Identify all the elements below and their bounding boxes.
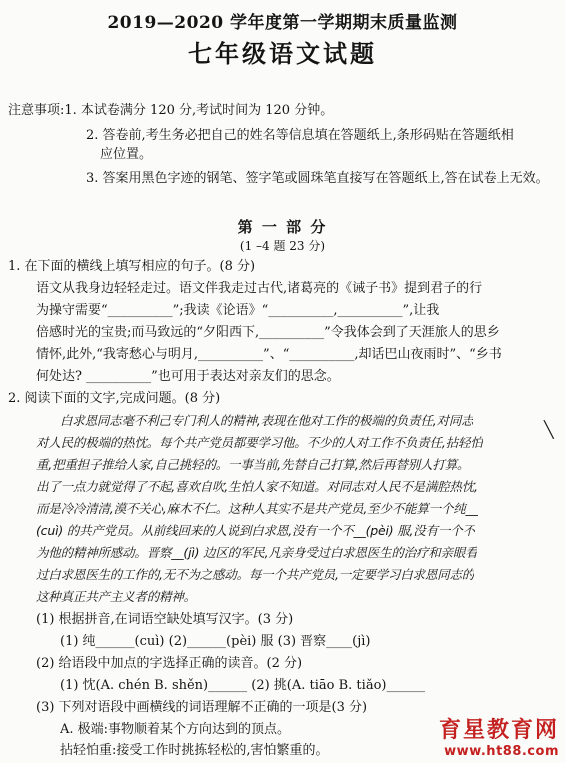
watermark-url: www.ht88.com	[444, 744, 559, 759]
passage-line: 白求恩同志毫不利己专门利人的精神,表现在他对工作的极端的负责任,对同志	[60, 413, 474, 428]
exam-title: 2019—2020 学年度第一学期期末质量监测	[107, 13, 458, 33]
part-title: 第 一 部 分	[237, 218, 328, 236]
q2-sub1: (1) 根据拼音,在词语空缺处填写汉字。(3 分)	[36, 612, 294, 627]
passage-line: 这种真正共产主义者的精神。	[36, 589, 196, 604]
passage-line: 对人民的极端的热忱。每个共产党员都要学习他。不少的人对工作不负责任,拈轻怕	[36, 435, 483, 450]
q1-line: 何处达? __________”也可用于表达对亲友们的思念。	[36, 369, 340, 384]
q2-sub1-items: (1) 纯______(cuì) (2)______(pèi) 服 (3) 晋察____(jì)	[60, 634, 371, 649]
scan-mark-icon: ╲	[544, 420, 554, 439]
passage-line: 重,把重担子推给人家,自己挑轻的。一事当前,先替自己打算,然后再替别人打算。	[36, 457, 470, 472]
notice-line-2: 2. 答卷前,考生务必把自己的姓名等信息填在答题纸上,条形码贴在答题纸相	[86, 128, 514, 143]
watermark	[439, 718, 559, 759]
q2-title: 2. 阅读下面的文字,完成问题。(8 分)	[8, 391, 221, 406]
subject-title: 七年级语文试题	[188, 39, 377, 68]
notice-line-4: 3. 答案用黑色字迹的钢笔、签字笔或圆珠笔直接写在答题纸上,答在试卷上无效。	[86, 171, 549, 186]
passage-line: 出了一点力就觉得了不起,喜欢自吹,生怕人家不知道。对同志对人民不是满腔热忱,	[36, 479, 478, 494]
q1-line: 为操守需要“__________”;我读《论语》“__________,__________”,让我	[36, 303, 440, 318]
q2-sub2: (2) 给语段中加点的字选择正确的读音。(2 分)	[36, 656, 303, 671]
q2-sub2-items: (1) 忱(A. chén B. shěn)______ (2) 挑(A. tiāo B. tiǎo)______	[60, 678, 426, 693]
passage-line: 过白求恩医生的工作的,无不为之感动。每一个共产党员,一定要学习白求恩同志的	[36, 567, 475, 582]
notice-line-3: 应位置。	[100, 147, 153, 162]
passage-line: (cuì) 的共产党员。从前线回来的人说到白求恩,没有一个不__(pèi) 服,没有一个不	[36, 523, 475, 538]
q1-line: 倍感时光的宝贵;而马致远的“夕阳西下,__________”令我体会到了天涯旅人的思乡	[36, 325, 500, 340]
watermark-brand: 育星教育网	[438, 718, 559, 743]
passage-line: 而是冷冷清清,漠不关心,麻木不仁。这种人其实不是共产党员,至少不能算一个纯__	[36, 501, 478, 516]
q1-line: 语文从我身边轻轻走过。语文伴我走过古代,诸葛亮的《诫子书》提到君子的行	[36, 281, 483, 296]
passage-line: 为他的精神所感动。晋察__(jì) 边区的军民,凡亲身受过白求恩医生的治疗和亲眼看	[36, 545, 478, 560]
q2-sub3: (3) 下列对语段中画横线的词语理解不正确的一项是(3 分)	[36, 700, 368, 715]
part-subtitle: (1 –4 题 23 分)	[239, 239, 326, 253]
q2-option-b: 拈轻怕重:接受工作时挑拣轻松的,害怕繁重的。	[60, 743, 329, 758]
q2-option-a: A. 极端:事物顺着某个方向达到的顶点。	[60, 722, 291, 737]
q1-line: 情怀,此外,“我寄愁心与明月,__________”、“__________,却话巴山夜雨时”、“乡书	[36, 347, 502, 362]
notice-line-1: 注意事项:1. 本试卷满分 120 分,考试时间为 120 分钟。	[8, 103, 334, 118]
q1-title: 1. 在下面的横线上填写相应的句子。(8 分)	[8, 259, 256, 274]
